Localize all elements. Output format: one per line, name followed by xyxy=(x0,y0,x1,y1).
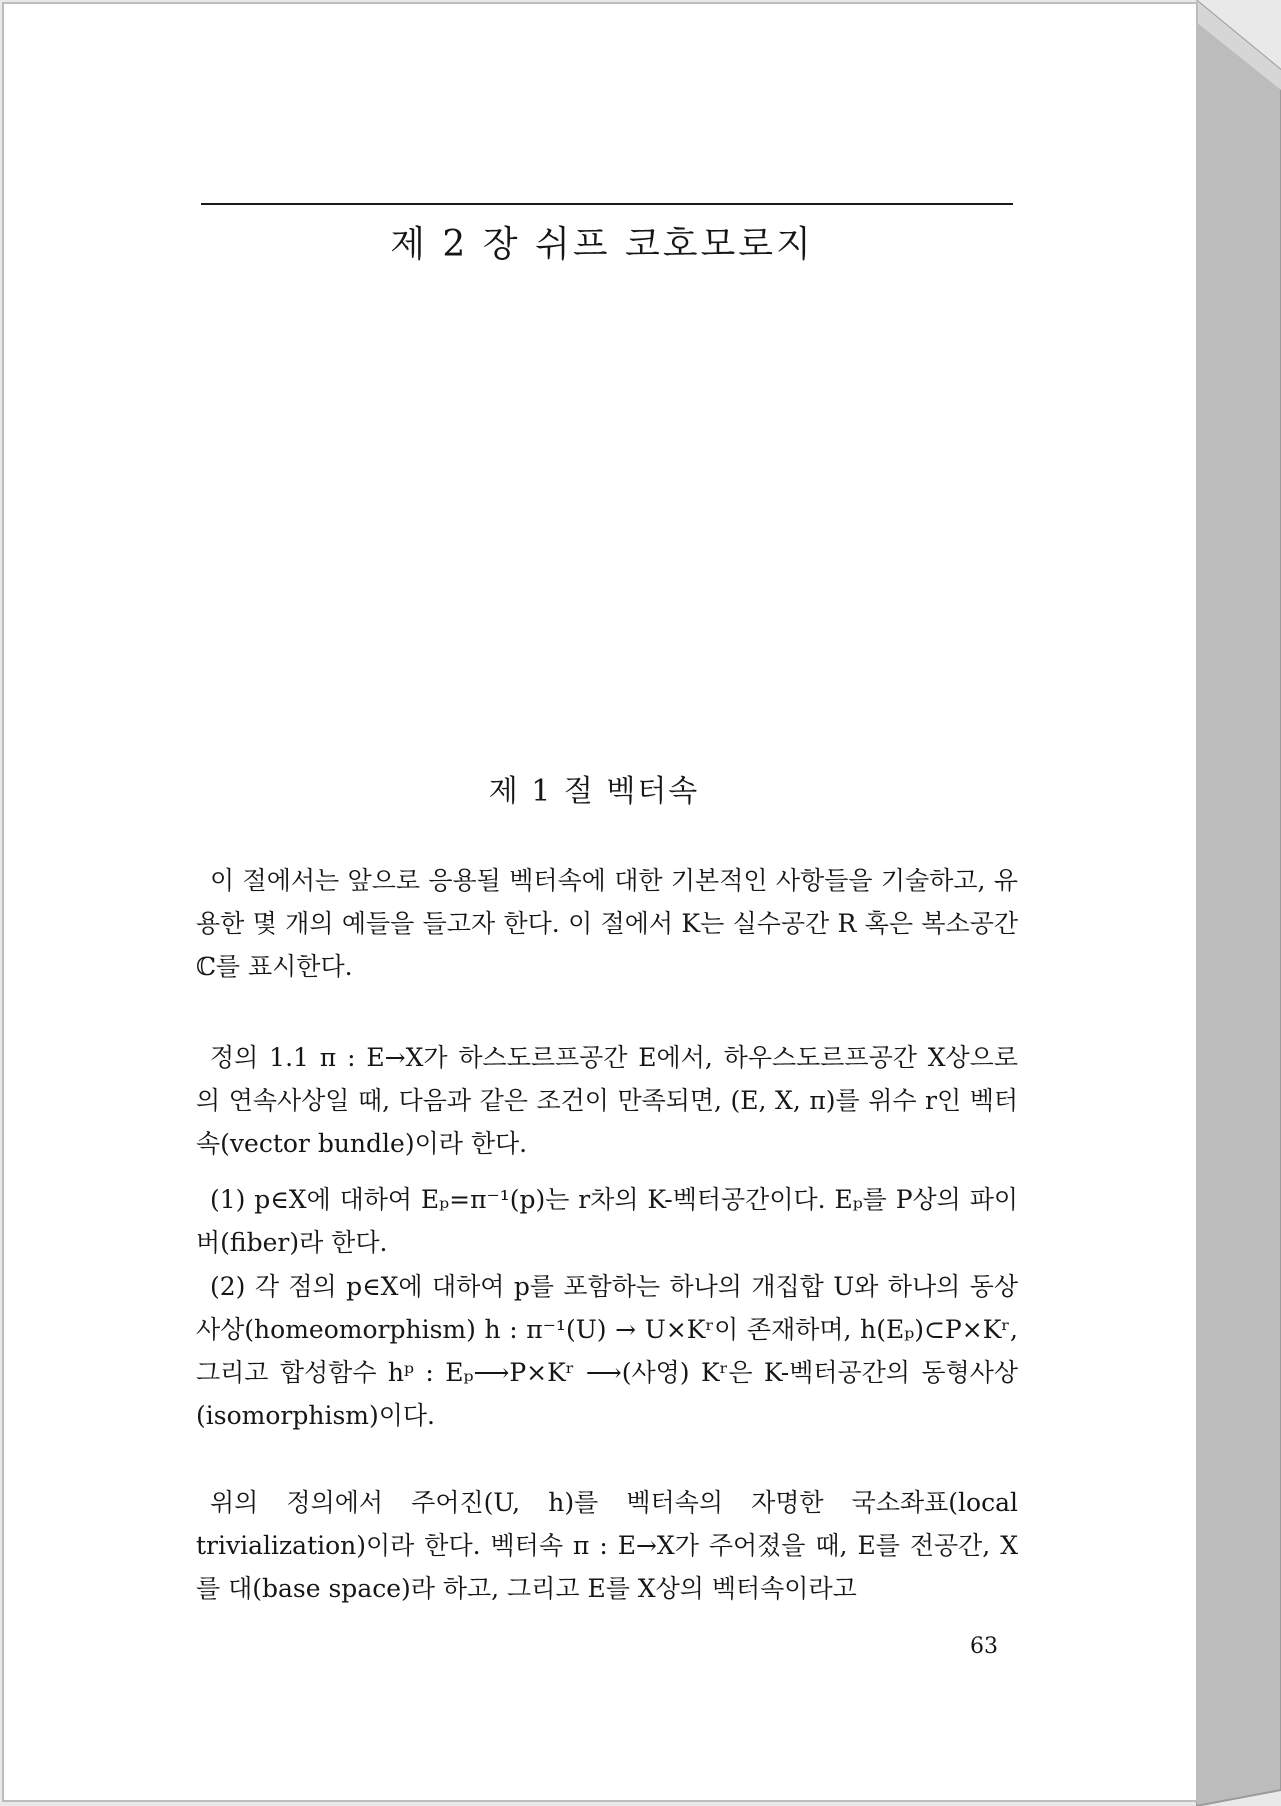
intro-paragraph: 이 절에서는 앞으로 응용될 벡터속에 대한 기본적인 사항들을 기술하고, 유용한 몇 개의 예들을 들고자 한다. 이 절에서 K는 실수공간 R 혹은 복소공간 ℂ를 표시한다. xyxy=(196,866,1018,981)
page-number: 63 xyxy=(970,1634,998,1659)
condition-1: (1) p∈X에 대하여 Eₚ=π⁻¹(p)는 r차의 K-벡터공간이다. Eₚ를 P상의 파이버(fiber)라 한다. xyxy=(196,1185,1018,1257)
definition-paragraph: 정의 1.1 π : E→X가 하스도르프공간 E에서, 하우스도르프공간 X상으로의 연속사상일 때, 다음과 같은 조건이 만족되면, (E, X, π)를 위수 r인 벡터속(vector bundle)이라 한다. xyxy=(196,1043,1018,1158)
book-page-stack-edge xyxy=(1196,0,1281,1806)
condition-2: (2) 각 점의 p∈X에 대하여 p를 포함하는 하나의 개집합 U와 하나의 동상사상(homeomorphism) h : π⁻¹(U) → U×Kʳ이 존재하며, h(Eₚ)⊂P×Kʳ, 그리고 합성함수 hᵖ : Eₚ⟶P×Kʳ ⟶(사영) Kʳ은 K-벡터공간의 동형사상(isomorphism)이다. xyxy=(196,1272,1018,1430)
book-page xyxy=(2,2,1198,1802)
chapter-title: 제 2 장 쉬프 코호모로지 xyxy=(390,224,814,265)
closing-paragraph: 위의 정의에서 주어진(U, h)를 벡터속의 자명한 국소좌표(local trivialization)이라 한다. 벡터속 π : E→X가 주어졌을 때, E를 전공간, X를 대(base space)라 하고, 그리고 E를 X상의 벡터속이라고 xyxy=(196,1488,1018,1603)
chapter-rule xyxy=(201,203,1013,205)
section-title: 제 1 절 벡터속 xyxy=(488,774,700,809)
